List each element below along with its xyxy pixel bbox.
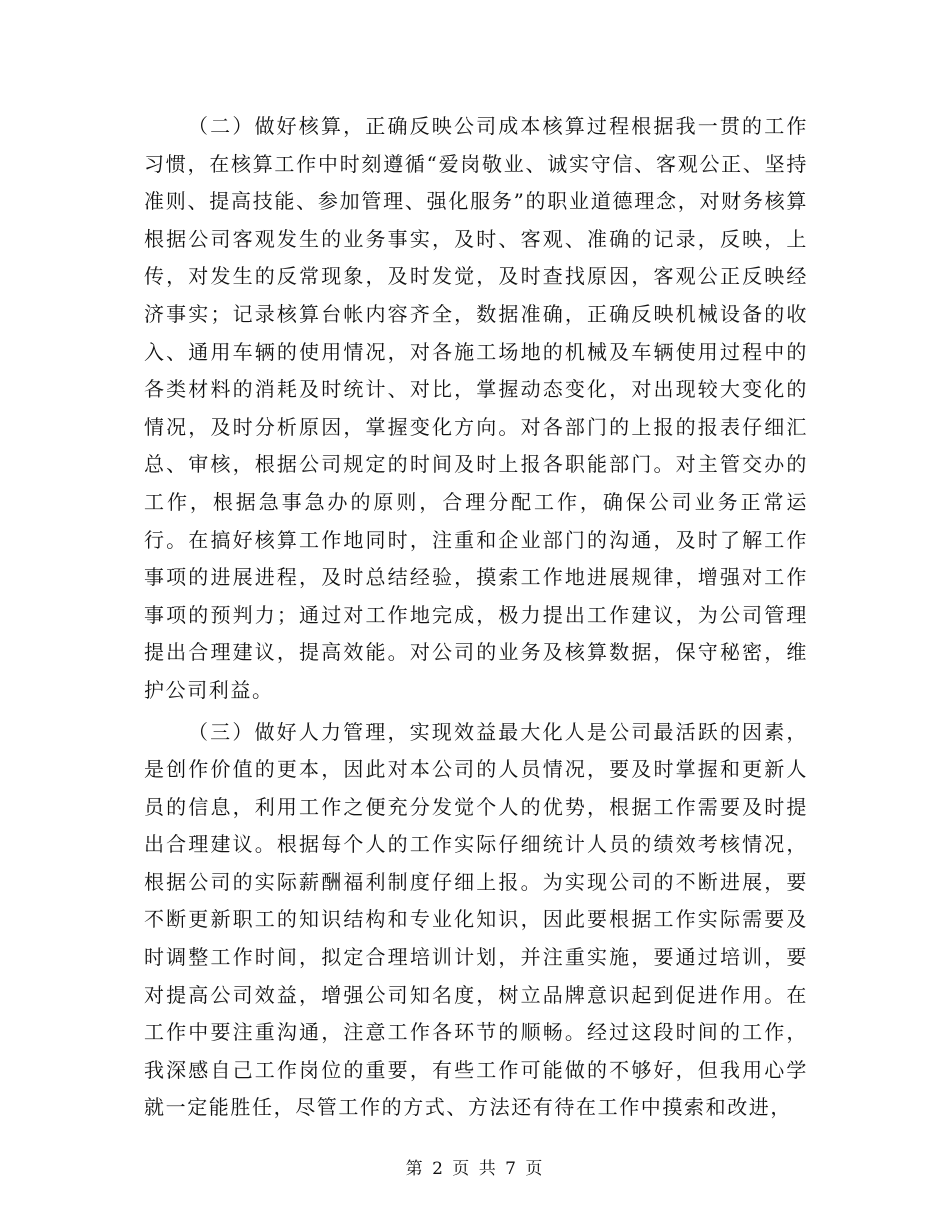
page-number-footer: 第 2 页 共 7 页: [405, 1159, 545, 1179]
paragraph-accounting: （二）做好核算，正确反映公司成本核算过程根据我一贯的工作习惯，在核算工作中时刻遵循“爱岗敬业、诚实守信、客观公正、坚持准则、提高技能、参加管理、强化服务”的职业道德理念，对财务核算根据公司客观发生的业务事实，及时、客观、准确的记录，反映，上传，对发生的反常现象，及时发觉，及时查找原因，客观公正反映经济事实；记录核算台帐内容齐全，数据准确，正确反映机械设备的收入、通用车辆的使用情况，对各施工场地的机械及车辆使用过程中的各类材料的消耗及时统计、对比，掌握动态变化，对出现较大变化的情况，及时分析原因，掌握变化方向。对各部门的上报的报表仔细汇总、审核，根据公司规定的时间及时上报各职能部门。对主管交办的工作，根据急事急办的原则，合理分配工作，确保公司业务正常运行。在搞好核算工作地同时，注重和企业部门的沟通，及时了解工作事项的进展进程，及时总结经验，摸索工作地进展规律，增强对工作事项的预判力；通过对工作地完成，极力提出工作建议，为公司管理提出合理建议，提高效能。对公司的业务及核算数据，保守秘密，维护公司利益。: [144, 114, 808, 702]
paragraph-hr-management: （三）做好人力管理，实现效益最大化人是公司最活跃的因素，是创作价值的更本，因此对本公司的人员情况，要及时掌握和更新人员的信息，利用工作之便充分发觉个人的优势，根据工作需要及时提出合理建议。根据每个人的工作实际仔细统计人员的绩效考核情况，根据公司的实际薪酬福利制度仔细上报。为实现公司的不断进展，要不断更新职工的知识结构和专业化知识，因此要根据工作实际需要及时调整工作时间，拟定合理培训计划，并注重实施，要通过培训，要对提高公司效益，增强公司知名度，树立品牌意识起到促进作用。在工作中要注重沟通，注意工作各环节的顺畅。经过这段时间的工作，我深感自己工作岗位的重要，有些工作可能做的不够好，但我用心学就一定能胜任，尽管工作的方式、方法还有待在工作中摸索和改进，: [144, 719, 808, 1120]
document-body: [144, 108, 808, 1127]
